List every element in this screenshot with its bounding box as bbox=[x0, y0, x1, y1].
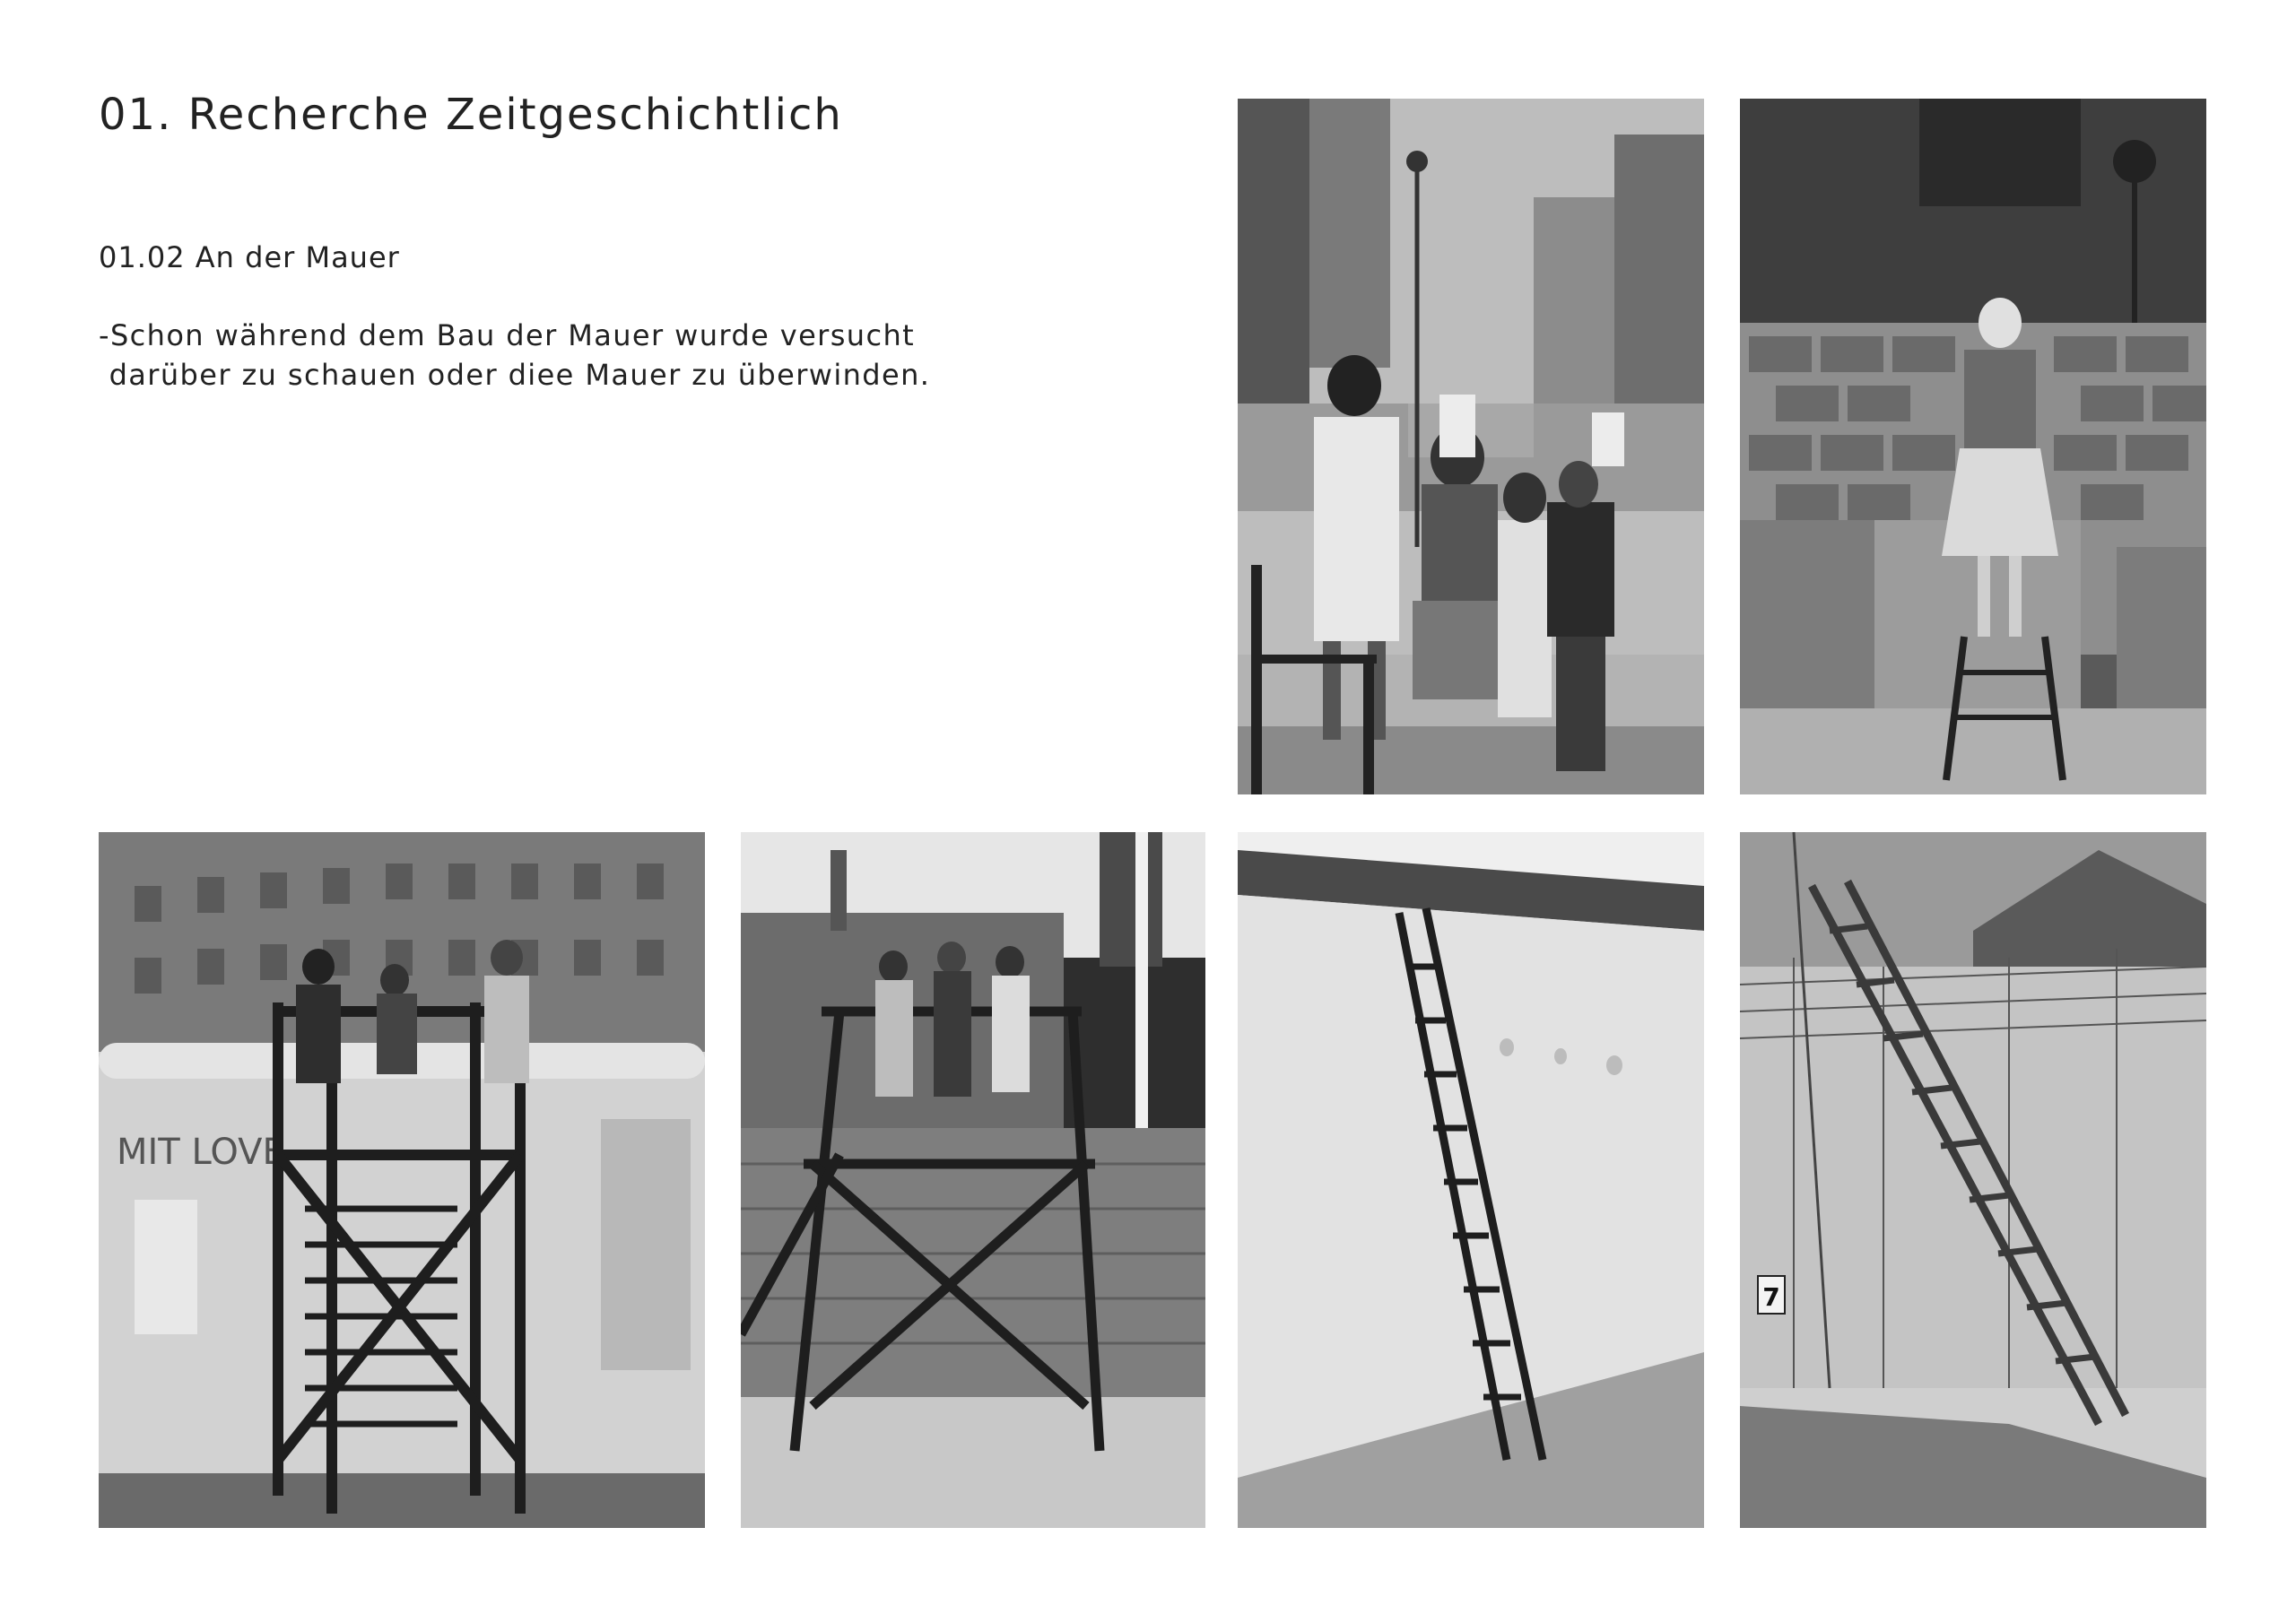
body-line-1: -Schon während dem Bau der Mauer wurde versucht bbox=[99, 318, 916, 352]
photo-viewing-platform bbox=[99, 832, 705, 1528]
photo-woman-on-ladder bbox=[1740, 99, 2206, 794]
photo-babies-over-wall bbox=[1238, 99, 1704, 794]
evidence-marker-text: 7 bbox=[1762, 1282, 1780, 1312]
page-title: 01. Recherche Zeitgeschichtlich bbox=[99, 90, 843, 140]
body-line-2: darüber zu schauen oder diee Mauer zu überwinden. bbox=[99, 358, 931, 392]
body-text bbox=[99, 316, 930, 395]
photo-ladder-barbed-wire bbox=[1740, 832, 2206, 1528]
photo-observation-stand bbox=[741, 832, 1205, 1528]
graffiti-text: MIT LOVE bbox=[117, 1132, 285, 1173]
section-subtitle: 01.02 An der Mauer bbox=[99, 240, 400, 274]
photo-ladder-against-wall bbox=[1238, 832, 1704, 1528]
